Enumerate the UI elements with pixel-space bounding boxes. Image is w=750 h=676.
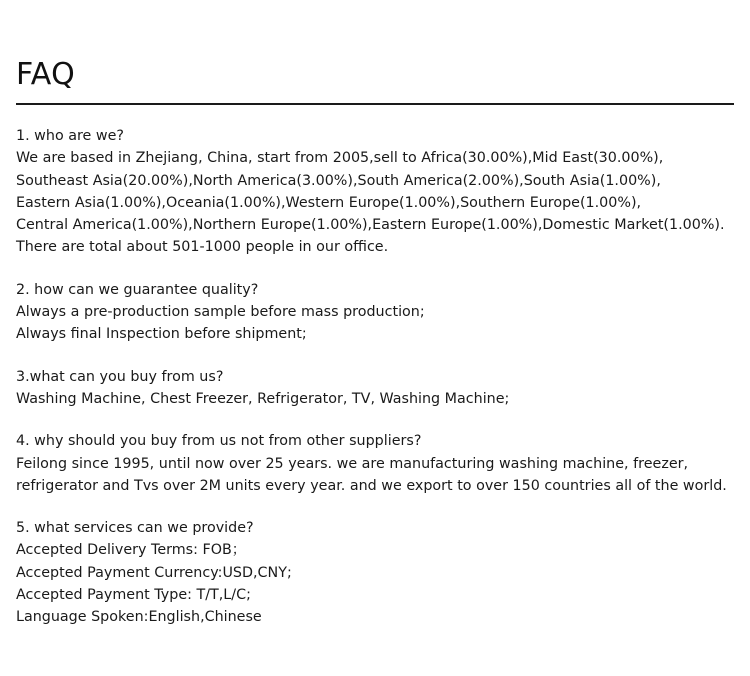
faq-answer-line: Accepted Payment Currency:USD,CNY; [16, 564, 292, 581]
faq-item [16, 125, 734, 259]
faq-question: 2. how can we guarantee quality? [16, 281, 259, 298]
faq-question: 1. who are we? [16, 128, 124, 144]
faq-answer-line: Central America(1.00%),Northern Europe(1.00%),Eastern Europe(1.00%),Domestic Market(1.00%). [16, 217, 725, 234]
faq-answer-line: Feilong since 1995, until now over 25 years. we are manufacturing washing machine, freezer, [16, 455, 689, 472]
faq-answer-line: Southeast Asia(20.00%),North America(3.00%),South America(2.00%),South Asia(1.00%), [16, 172, 661, 189]
faq-item [16, 279, 734, 346]
faq-answer-line: Language Spoken:English,Chinese [16, 609, 262, 626]
faq-answer-line: Accepted Delivery Terms: FOB； [16, 542, 247, 559]
faq-question: 3.what can you buy from us? [16, 368, 224, 385]
faq-item [16, 366, 734, 411]
faq-item [16, 430, 734, 497]
faq-answer-line: We are based in Zhejiang, China, start from 2005,sell to Africa(30.00%),Mid East(30.00%), [16, 150, 664, 167]
faq-answer-line: Eastern Asia(1.00%),Oceania(1.00%),Western Europe(1.00%),Southern Europe(1.00%), [16, 194, 642, 211]
faq-answer-line: refrigerator and Tvs over 2M units every year. and we export to over 150 countries all of the world. [16, 477, 727, 494]
faq-item [16, 517, 734, 628]
faq-answer-line: Accepted Payment Type: T/T,L/C; [16, 587, 251, 604]
faq-content [16, 105, 734, 629]
faq-answer-line: Washing Machine, Chest Freezer, Refrigerator, TV, Washing Machine; [16, 390, 510, 407]
faq-answer-line: There are total about 501-1000 people in our office. [16, 239, 389, 256]
page-title: FAQ [16, 57, 76, 92]
faq-answer-line: Always a pre-production sample before mass production; [16, 304, 425, 321]
faq-question: 5. what services can we provide? [16, 520, 254, 537]
faq-answer-line: Always final Inspection before shipment; [16, 326, 307, 343]
faq-question: 4. why should you buy from us not from other suppliers? [16, 433, 422, 450]
